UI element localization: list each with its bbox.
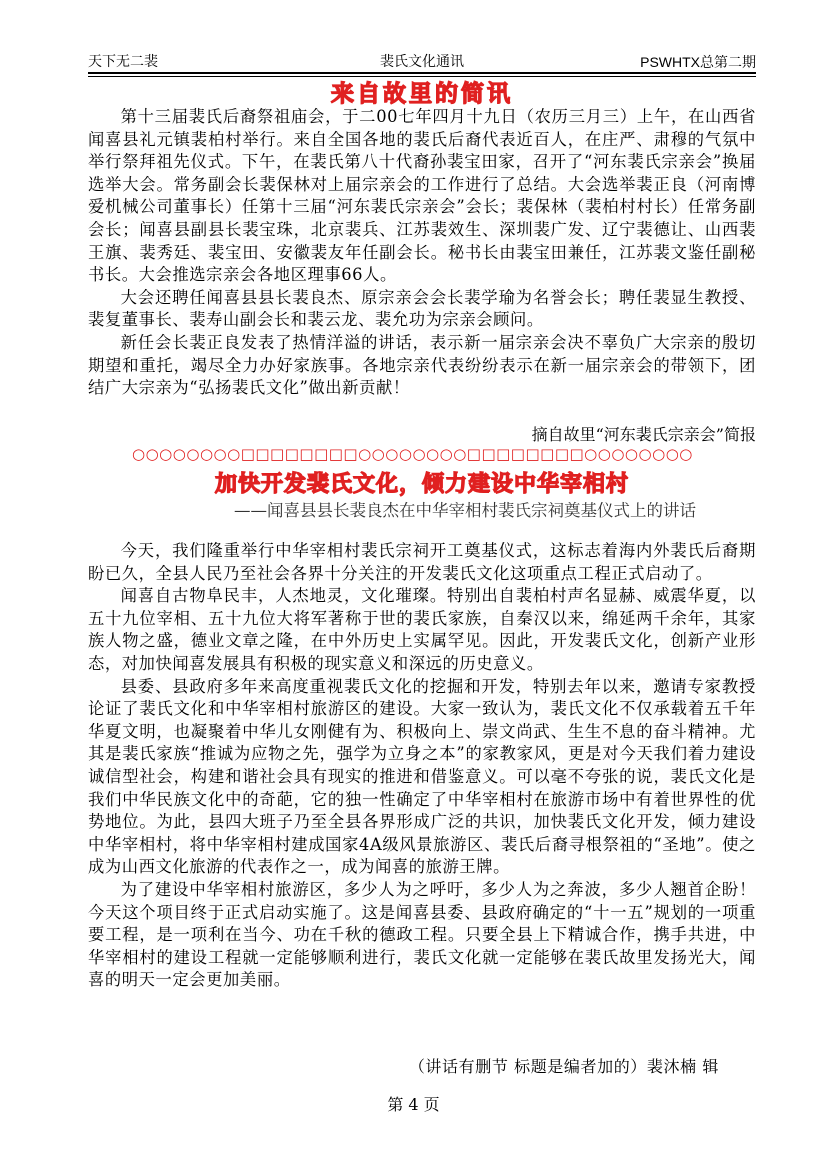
article2-paragraph: 闻喜自古物阜民丰，人杰地灵，文化璀璨。特别出自裴柏村声名显赫、威震华夏，以五十九位宰相、五十九位大将军著称于世的裴氏家族，自秦汉以来，绵延两千余年，其家族人物之盛，德业文章之隆，在中外历史上实属罕见。因此，开发裴氏文化，创新产业形态，对加快闻喜发展具有积极的现实意义和深远的历史意义。 [88,586,756,673]
page-header [88,52,756,72]
article2-body [88,540,756,992]
article1-title: 来自故里的简讯 [331,81,513,107]
header-center-text: 裴氏文化通讯 [380,54,464,70]
article2-subtitle: ——闻喜县县长裴良杰在中华宰相村裴氏宗祠奠基仪式上的讲话 [234,501,696,520]
article1-source: 摘自故里“河东裴氏宗亲会”简报 [531,425,756,444]
article1-paragraph: 大会还聘任闻喜县县长裴良杰、原宗亲会会长裴学瑜为名誉会长；聘任裴显生教授、裴复董事长、裴寿山副会长和裴云龙、裴允功为宗亲会顾问。 [88,287,756,330]
header-left-text: 天下无二裴 [88,54,158,70]
header-right-text: PSWHTX总第二期 [640,54,756,70]
header-rule-thick [88,72,756,74]
section-divider: ○○○○○○○○□□□□□□□□○○○○○○○○□□□□□□□□○○○○○○○○ [132,445,693,463]
article1-paragraph: 第十三届裴氏后裔祭祖庙会，于二00七年四月十九日（农历三月三）上午，在山西省闻喜县礼元镇裴柏村举行。来自全国各地的裴氏后裔代表近百人，在庄严、肃穆的气氛中举行祭拜祖先仪式。下午，在裴氏第八十代裔孙裴宝田家，召开了“河东裴氏宗亲会”换届选举大会。常务副会长裴保林对上届宗亲会的工作进行了总结。大会选举裴正良（河南博爱机械公司董事长）任第十三届“河东裴氏宗亲会”会长；裴保林（裴柏村村长）任常务副会长；闻喜县副县长裴宝珠，北京裴兵、江苏裴效生、深圳裴广发、辽宁裴德让、山西裴王旗、裴秀廷、裴宝田、安徽裴友年任副会长。秘书长由裴宝田兼任，江苏裴文鉴任副秘书长。大会推选宗亲会各地区理事66人。 [88,107,756,285]
article2-editor-note: （讲话有删节 标题是编者加的）裴沐楠 辑 [408,1057,719,1076]
article2-title: 加快开发裴氏文化，倾力建设中华宰相村 [214,472,629,497]
article2-paragraph: 为了建设中华宰相村旅游区，多少人为之呼吁，多少人为之奔波，多少人翘首企盼！今天这个项目终于正式启动实施了。这是闻喜县委、县政府确定的“十一五”规划的一项重要工程，是一项利在当今、功在千秋的德政工程。只要全县上下精诚合作，携手共进，中华宰相村的建设工程就一定能够顺利进行，裴氏文化就一定能够在裴氏故里发扬光大，闻喜的明天一定会更加美丽。 [88,879,756,990]
article1-paragraph: 新任会长裴正良发表了热情洋溢的讲话，表示新一届宗亲会决不辜负广大宗亲的殷切期望和重托，竭尽全力办好家族事。各地宗亲代表纷纷表示在新一届宗亲会的带领下，团结广大宗亲为“弘扬裴氏文化”做出新贡献！ [88,332,756,398]
page-number: 第 4 页 [387,1095,440,1114]
article1-body [88,106,756,400]
article2-paragraph: 县委、县政府多年来高度重视裴氏文化的挖掘和开发，特别去年以来，邀请专家教授论证了裴氏文化和中华宰相村旅游区的建设。大家一致认为，裴氏文化不仅承载着五千年华夏文明，也凝聚着中华儿女刚健有为、积极向上、崇文尚武、生生不息的奋斗精神。尤其是裴氏家族“推诚为应物之先，强学为立身之本”的家教家风，更是对今天我们着力建设诚信型社会，构建和谐社会具有现实的推进和借鉴意义。可以毫不夸张的说，裴氏文化是我们中华民族文化中的奇葩，它的独一性确定了中华宰相村在旅游市场中有着世界性的优势地位。为此，县四大班子乃至全县各界形成广泛的共识，加快裴氏文化开发，倾力建设中华宰相村，将中华宰相村建成国家4A级风景旅游区、裴氏后裔寻根祭祖的“圣地”。使之成为山西文化旅游的代表作之一，成为闻喜的旅游王牌。 [88,676,756,877]
header-rule-thin [88,76,756,77]
article2-paragraph: 今天，我们隆重举行中华宰相村裴氏宗祠开工奠基仪式，这标志着海内外裴氏后裔期盼已久，全县人民乃至社会各界十分关注的开发裴氏文化这项重点工程正式启动了。 [88,541,756,583]
